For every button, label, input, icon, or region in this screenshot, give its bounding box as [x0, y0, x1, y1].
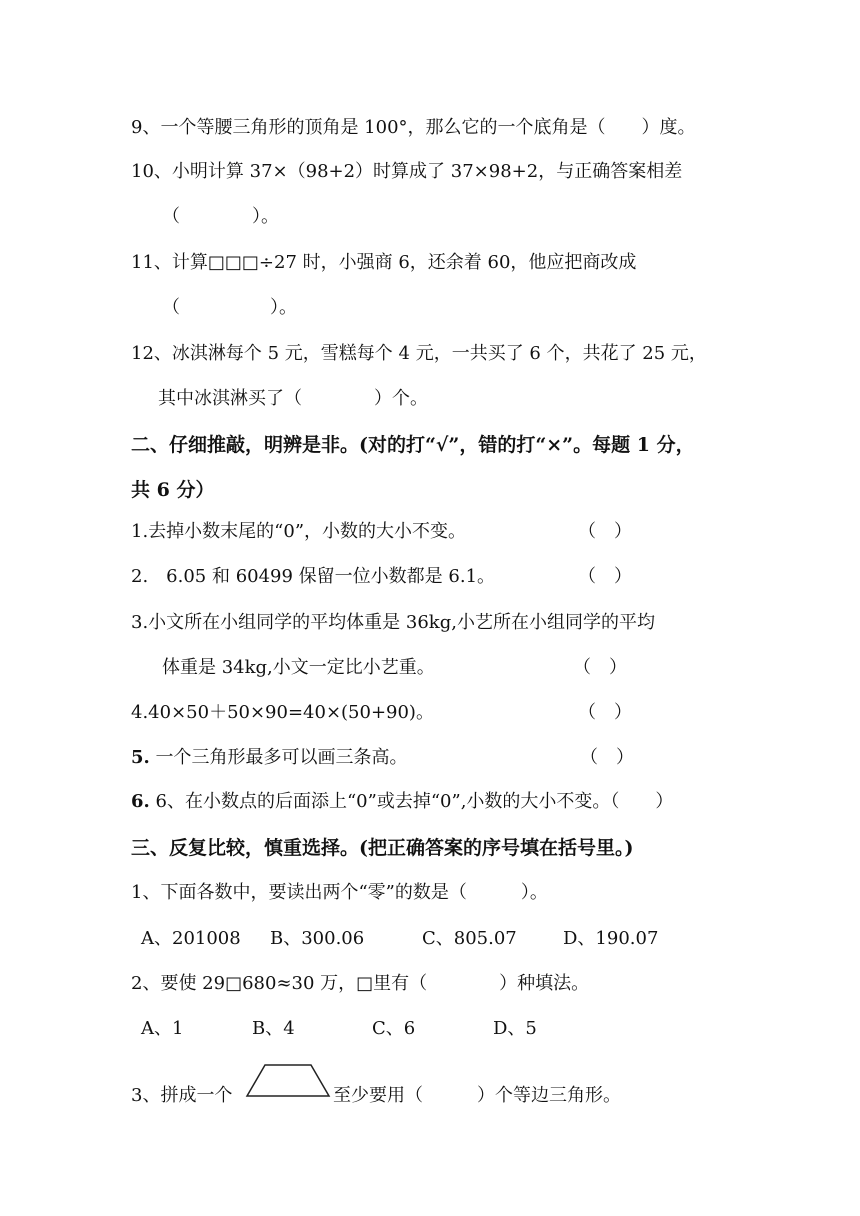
- section-2-title-line1: 二、仔细推敲，明辨是非。(对的打“√”，错的打“×”。每题 1 分，: [131, 434, 695, 456]
- choice-2-option-d: D、5: [493, 1018, 537, 1039]
- judge-item-1-paren: （ ）: [578, 521, 632, 542]
- judge-item-4-paren: （ ）: [578, 702, 632, 723]
- judge-item-5-paren: （ ）: [580, 747, 634, 768]
- judge-item-3-line2: 体重是 34kg,小文一定比小艺重。: [162, 657, 435, 678]
- judge-item-5: [131, 746, 408, 770]
- judge-item-4: 4.40×50＋50×90=40×(50+90)。: [131, 702, 434, 723]
- section-2-title-line2: 共 6 分）: [131, 479, 215, 501]
- judge-item-5-text: 一个三角形最多可以画三条高。: [155, 747, 408, 768]
- question-12-line1: 12、冰淇淋每个 5 元，雪糕每个 4 元，一共买了 6 个，共花了 25 元，: [131, 343, 707, 364]
- choice-1-option-c: C、805.07: [422, 928, 517, 949]
- choice-2-option-a: A、1: [141, 1018, 184, 1039]
- choice-2-option-b: B、4: [252, 1018, 295, 1039]
- judge-item-6: [131, 790, 673, 814]
- judge-item-2: 2. 6.05 和 60499 保留一位小数都是 6.1。: [131, 566, 496, 587]
- choice-1-option-d: D、190.07: [563, 928, 659, 949]
- judge-item-3-paren: （ ）: [573, 657, 627, 678]
- trapezoid-figure: [245, 1063, 331, 1099]
- question-9: 9、一个等腰三角形的顶角是 100°，那么它的一个底角是（ ）度。: [131, 117, 696, 138]
- choice-1-option-a: A、201008: [141, 928, 241, 949]
- choice-1-option-b: B、300.06: [270, 928, 365, 949]
- question-10-line1: 10、小明计算 37×（98+2）时算成了 37×98+2，与正确答案相差: [131, 161, 683, 182]
- judge-item-2-paren: （ ）: [578, 566, 632, 587]
- question-10-line2: （ ）。: [162, 206, 279, 227]
- judge-item-6-number: 6.: [131, 791, 150, 812]
- judge-item-5-number: 5.: [131, 747, 150, 768]
- question-11-line2: （ ）。: [162, 297, 297, 318]
- choice-question-3-prefix: 3、拼成一个: [131, 1085, 233, 1106]
- judge-item-6-text: 6、在小数点的后面添上“0”或去掉“0”,小数的大小不变。（ ）: [155, 791, 674, 812]
- judge-item-1: 1.去掉小数末尾的“0”，小数的大小不变。: [131, 521, 467, 542]
- choice-question-1: 1、下面各数中，要读出两个“零”的数是（ ）。: [131, 882, 548, 903]
- question-12-line2: 其中冰淇淋买了（ ）个。: [158, 388, 428, 409]
- section-3-title: 三、反复比较，慎重选择。(把正确答案的序号填在括号里。): [131, 837, 634, 859]
- choice-question-2: 2、要使 29□680≈30 万，□里有（ ）种填法。: [131, 973, 590, 994]
- judge-item-3-line1: 3.小文所在小组同学的平均体重是 36kg,小艺所在小组同学的平均: [131, 612, 655, 633]
- choice-2-option-c: C、6: [372, 1018, 416, 1039]
- question-11-line1: 11、计算□□□÷27 时，小强商 6，还余着 60，他应把商改成: [131, 252, 637, 273]
- choice-question-3-suffix: 至少要用（ ）个等边三角形。: [333, 1085, 621, 1106]
